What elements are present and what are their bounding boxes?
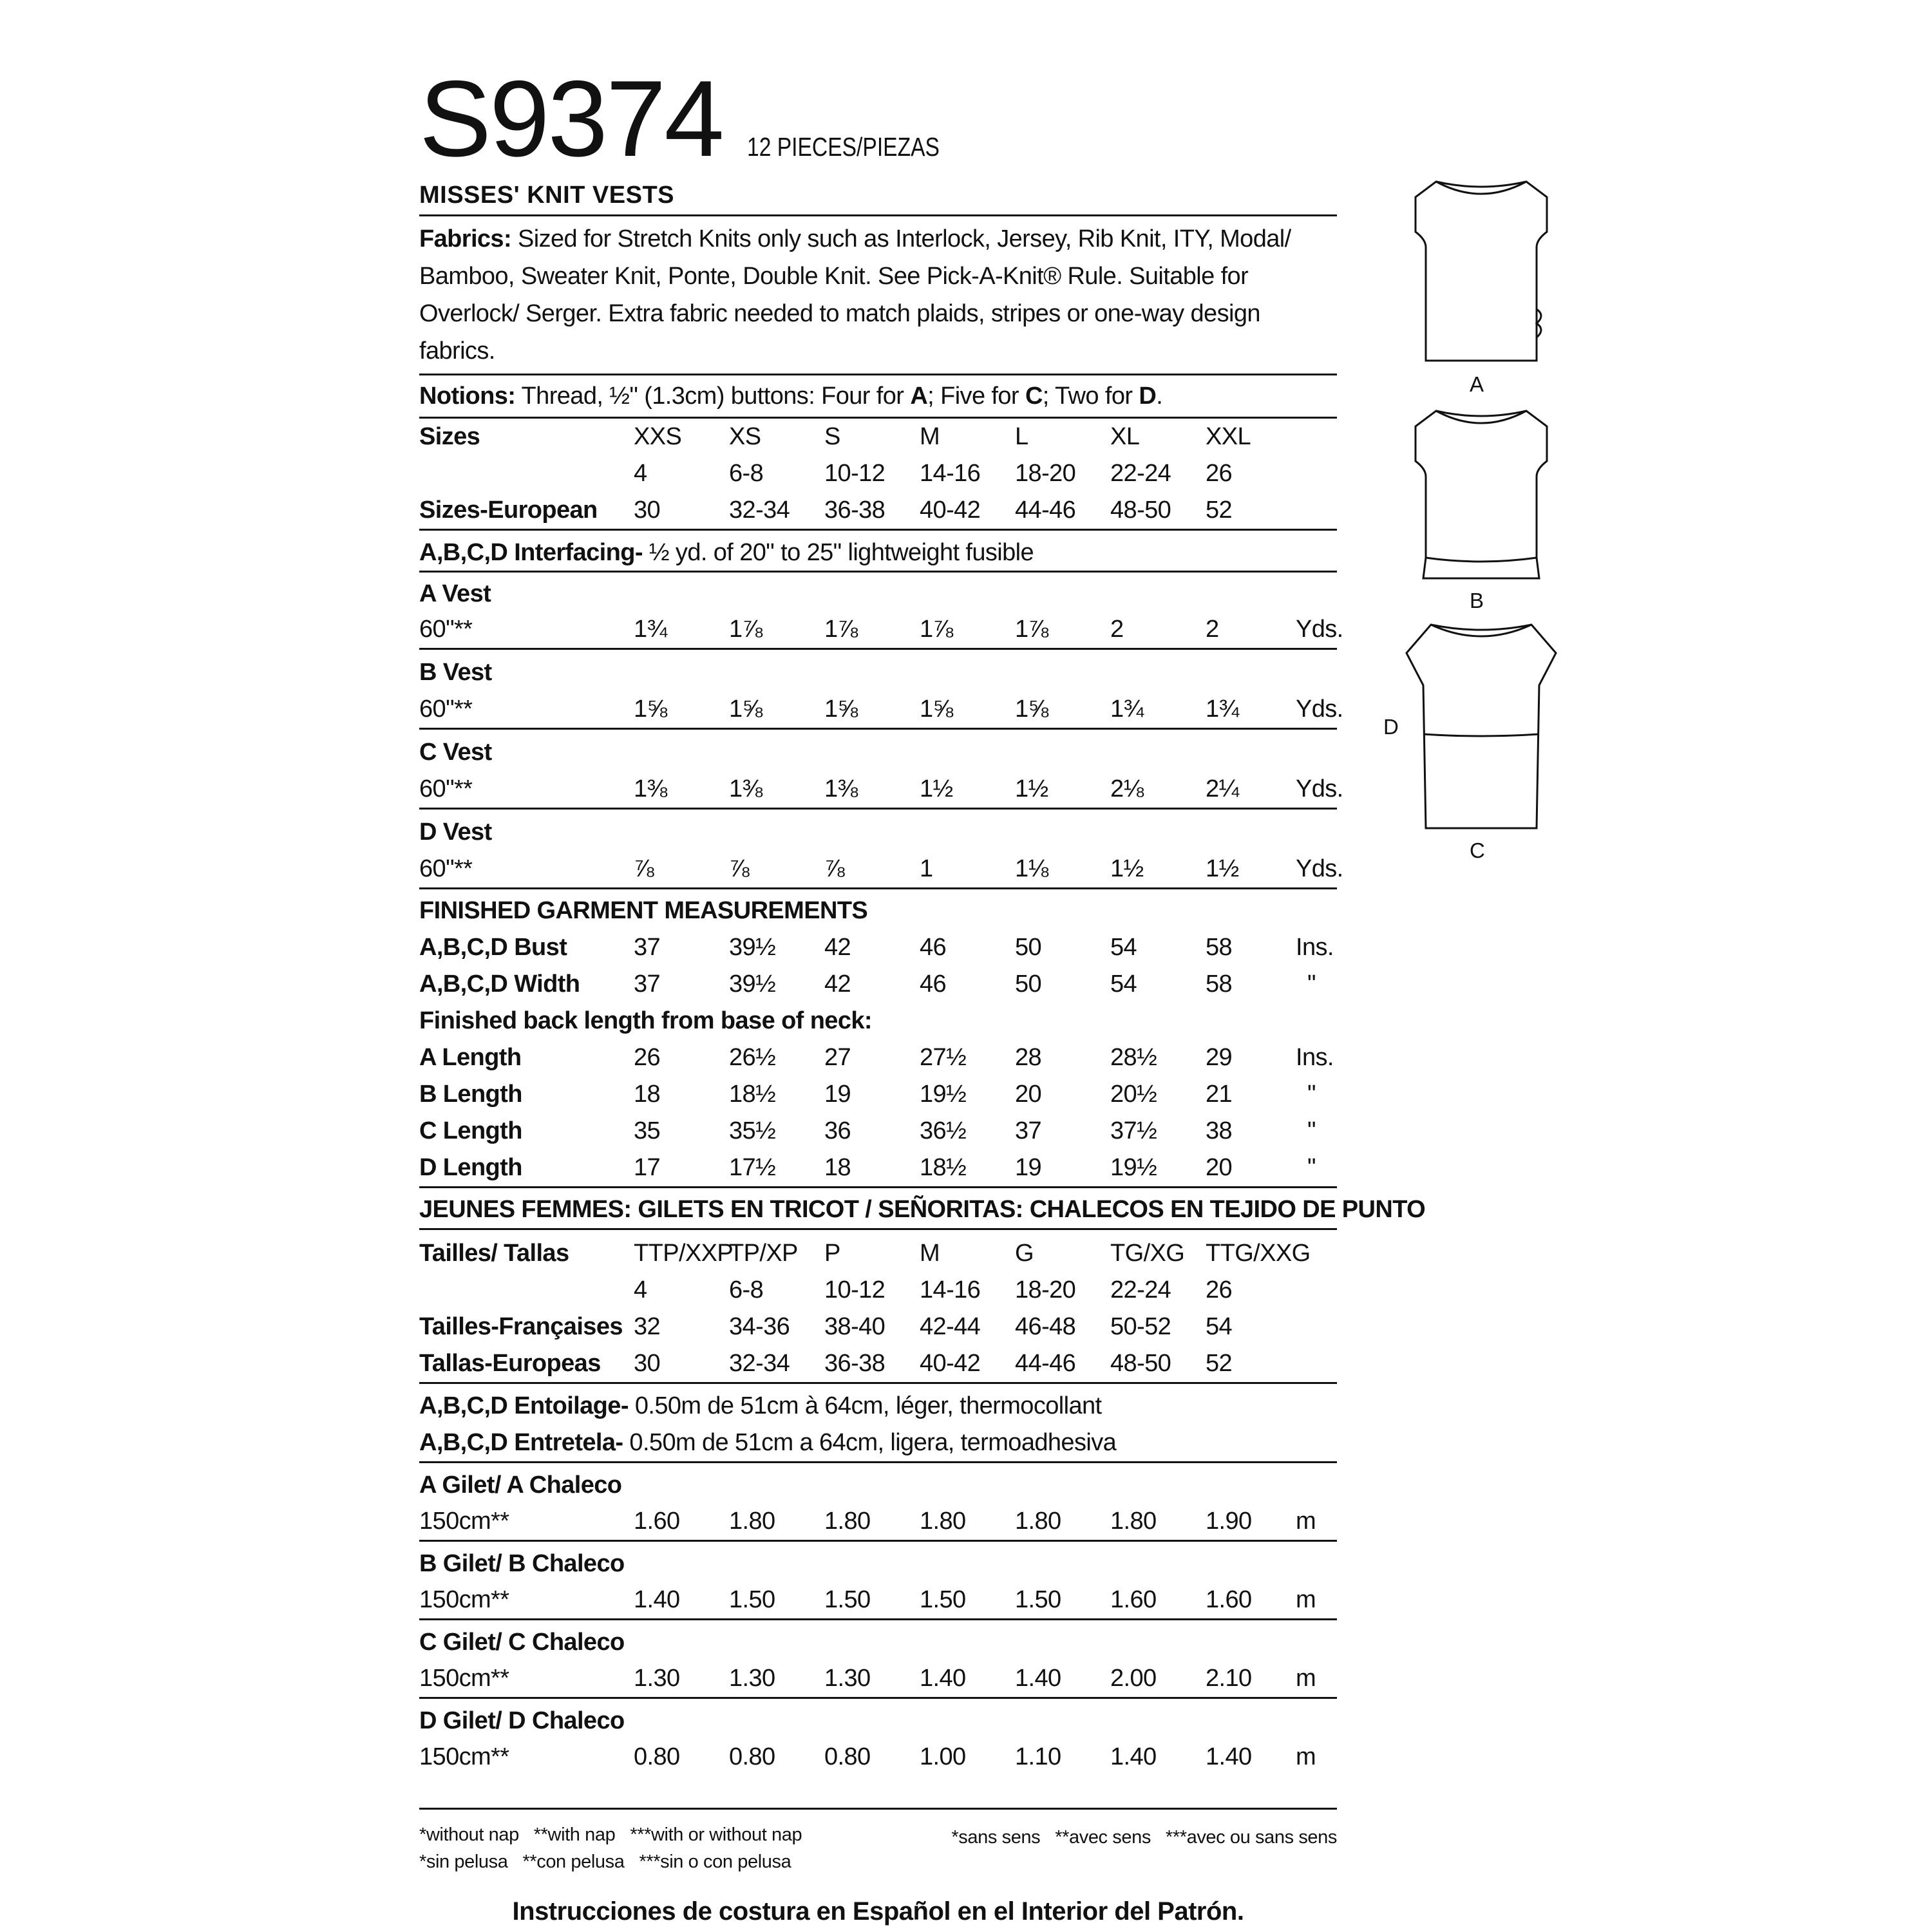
size-french: 34-36 — [729, 1313, 790, 1340]
yardage-value: 1⅜ — [634, 775, 667, 802]
size-european: 48-50 — [1110, 1350, 1171, 1377]
metric-yardage-row — [419, 1660, 1337, 1699]
fabric-width: 60"** — [419, 696, 473, 723]
measurement-value: 46 — [920, 934, 947, 961]
measurement-value: 18 — [634, 1081, 661, 1108]
size-letter: XL — [1110, 423, 1140, 450]
footnote-french: *sans sens **avec sens ***avec ou sans sens — [951, 1827, 1337, 1848]
entretela-text: 0.50m de 51cm a 64cm, ligera, termoadhesiva — [623, 1429, 1117, 1456]
size-letter: M — [920, 1240, 940, 1267]
yardage-value: 1⅞ — [729, 616, 762, 643]
view-b-illustration — [1397, 397, 1565, 629]
size-european: 36-38 — [824, 1350, 886, 1377]
notions-text-3: ; Two for — [1042, 383, 1139, 410]
metric-value: 2.10 — [1206, 1665, 1252, 1692]
yardage-value: 1⅜ — [729, 775, 762, 802]
view-d-label: D — [1383, 715, 1399, 739]
metric-value: 1.10 — [1015, 1743, 1061, 1770]
view-c-label: C — [1470, 838, 1485, 862]
length-row — [419, 1076, 1337, 1113]
measurement-value: 19 — [824, 1081, 851, 1108]
metric-value: 0.80 — [634, 1743, 680, 1770]
sizes-european-row — [419, 492, 1337, 531]
size-letter: G — [1015, 1240, 1034, 1267]
measurement-value: 21 — [1206, 1081, 1233, 1108]
measurement-value: 19½ — [920, 1081, 967, 1108]
size-letter: TG/XG — [1110, 1240, 1185, 1267]
metric-value: 1.50 — [920, 1586, 966, 1613]
size-european: 36-38 — [824, 497, 886, 524]
measurement-value: 29 — [1206, 1044, 1233, 1071]
fabric-width: 150cm** — [419, 1665, 509, 1692]
measurement-value: 42 — [824, 934, 851, 961]
metric-value: 2.00 — [1110, 1665, 1157, 1692]
translated-sizes-numbers-row — [419, 1272, 1337, 1309]
yardage-view-label: C Vest — [419, 739, 492, 766]
measurement-unit: " — [1307, 1117, 1316, 1144]
view-c-d-illustration — [1383, 616, 1565, 873]
measurement-value: 54 — [1110, 971, 1137, 998]
measurement-value: 42 — [824, 971, 851, 998]
metric-view-label: D Gilet/ D Chaleco — [419, 1707, 625, 1734]
metric-value: 1.60 — [634, 1508, 680, 1535]
entoilage-label: A,B,C,D Entoilage- — [419, 1392, 629, 1419]
measurement-value: 58 — [1206, 971, 1233, 998]
measurement-value: 37½ — [1110, 1117, 1157, 1144]
translated-sizes-letters-row — [419, 1235, 1337, 1272]
measurement-value: 19 — [1015, 1154, 1042, 1181]
measurement-value: 27 — [824, 1044, 851, 1071]
sizes-numbers-row — [419, 455, 1337, 492]
metric-value: 1.80 — [920, 1508, 966, 1535]
vest-b-drawing — [1397, 397, 1565, 596]
measurement-unit: " — [1307, 971, 1316, 998]
size-european: 32-34 — [729, 497, 790, 524]
view-illustrations — [1383, 167, 1565, 873]
view-a-label: A — [1470, 372, 1484, 396]
yardage-unit: Yds. — [1296, 855, 1343, 882]
french-sizes-label: Tailles-Françaises — [419, 1313, 623, 1340]
metric-yardage-row — [419, 1739, 1337, 1776]
yardage-section — [419, 573, 1343, 889]
size-number: 10-12 — [824, 460, 886, 487]
measurement-value: 39½ — [729, 934, 776, 961]
metric-value: 1.80 — [1110, 1508, 1157, 1535]
length-label: D Length — [419, 1154, 522, 1181]
fabric-width: 150cm** — [419, 1508, 509, 1535]
measurement-value: 17½ — [729, 1154, 776, 1181]
size-number: 22-24 — [1110, 460, 1171, 487]
sizes-letters-row — [419, 419, 1337, 455]
yardage-value: 1¾ — [634, 616, 667, 643]
size-european: 44-46 — [1015, 497, 1076, 524]
metric-yardage-row — [419, 1582, 1337, 1620]
metric-yardage-row — [419, 1503, 1337, 1542]
size-number: 18-20 — [1015, 1276, 1076, 1303]
measurement-value: 35 — [634, 1117, 661, 1144]
measurement-value: 28 — [1015, 1044, 1042, 1071]
yardage-view-label: D Vest — [419, 819, 492, 846]
measurement-value: 36½ — [920, 1117, 967, 1144]
bust-label: A,B,C,D Bust — [419, 934, 567, 961]
measurement-value: 58 — [1206, 934, 1233, 961]
yardage-value: 1½ — [1015, 775, 1048, 802]
metric-value: 1.80 — [729, 1508, 775, 1535]
width-row — [419, 966, 1337, 1003]
metric-yardage-section — [419, 1463, 1337, 1776]
length-row — [419, 1150, 1337, 1188]
yardage-value: 1⅞ — [824, 616, 858, 643]
yardage-row — [419, 691, 1343, 730]
measurement-value: 17 — [634, 1154, 661, 1181]
yardage-value: 1⅝ — [824, 696, 858, 723]
fabric-width: 150cm** — [419, 1586, 509, 1613]
measurement-value: 19½ — [1110, 1154, 1157, 1181]
size-european: 52 — [1206, 497, 1233, 524]
notions-view-a: A — [910, 383, 928, 410]
header — [419, 58, 1337, 179]
size-european: 40-42 — [920, 497, 981, 524]
metric-value: 1.80 — [824, 1508, 871, 1535]
size-letter: TP/XP — [729, 1240, 798, 1267]
measurement-value: 38 — [1206, 1117, 1233, 1144]
piece-count: 12 PIECES/PIEZAS — [746, 132, 940, 162]
interfacing-text: ½ yd. of 20" to 25" lightweight fusible — [642, 539, 1034, 566]
measurement-value: 18 — [824, 1154, 851, 1181]
interfacing-label: A,B,C,D Interfacing- — [419, 539, 643, 566]
yardage-value: 1½ — [1110, 855, 1144, 882]
pattern-number: S9374 — [419, 58, 723, 179]
size-french: 42-44 — [920, 1313, 981, 1340]
size-french: 50-52 — [1110, 1313, 1171, 1340]
translated-title: JEUNES FEMMES: GILETS EN TRICOT / SEÑORITAS: CHALECOS EN TEJIDO DE PUNTO — [419, 1188, 1337, 1230]
size-number: 14-16 — [920, 460, 981, 487]
size-european: 30 — [634, 497, 661, 524]
metric-value: 1.30 — [824, 1665, 871, 1692]
yardage-value: 2¼ — [1206, 775, 1239, 802]
fabric-width: 60"** — [419, 616, 473, 643]
metric-value: 1.90 — [1206, 1508, 1252, 1535]
size-letter: L — [1015, 423, 1028, 450]
size-european: 48-50 — [1110, 497, 1171, 524]
length-row — [419, 1039, 1337, 1076]
pattern-title: MISSES' KNIT VESTS — [419, 167, 1337, 216]
size-french: 46-48 — [1015, 1313, 1076, 1340]
measurement-value: 20½ — [1110, 1081, 1157, 1108]
metric-unit: m — [1296, 1586, 1316, 1613]
yardage-row — [419, 611, 1343, 650]
size-number: 26 — [1206, 1276, 1233, 1303]
yardage-value: 1⅜ — [824, 775, 858, 802]
view-b-label: B — [1470, 589, 1484, 612]
footnote-english: *without nap **with nap ***with or without nap — [419, 1824, 802, 1845]
measurement-unit: Ins. — [1296, 1044, 1334, 1071]
size-number: 4 — [634, 460, 647, 487]
footnotes — [419, 1808, 1337, 1875]
notions-label: Notions: — [419, 383, 516, 410]
metric-view-label: C Gilet/ C Chaleco — [419, 1629, 625, 1656]
measurement-value: 18½ — [729, 1081, 776, 1108]
yardage-value: 1½ — [1206, 855, 1239, 882]
metric-value: 0.80 — [729, 1743, 775, 1770]
yardage-value: 1⅝ — [729, 696, 762, 723]
french-sizes-row — [419, 1309, 1337, 1345]
bust-row — [419, 929, 1337, 966]
metric-view-label: A Gilet/ A Chaleco — [419, 1472, 622, 1499]
yardage-value: 1⅛ — [1015, 855, 1048, 882]
yardage-value: 2 — [1110, 616, 1124, 643]
metric-value: 1.80 — [1015, 1508, 1061, 1535]
size-letter: TTG/XXG — [1206, 1240, 1311, 1267]
size-letter: P — [824, 1240, 840, 1267]
size-number: 4 — [634, 1276, 647, 1303]
notions-text-4: . — [1156, 383, 1163, 410]
yardage-unit: Yds. — [1296, 616, 1343, 643]
size-number: 18-20 — [1015, 460, 1076, 487]
fabrics-paragraph — [419, 216, 1337, 375]
yardage-value: 2⅛ — [1110, 775, 1144, 802]
size-letter: S — [824, 423, 840, 450]
yardage-value: 1⅞ — [920, 616, 953, 643]
length-row — [419, 1113, 1337, 1150]
yardage-view-label: B Vest — [419, 659, 492, 686]
size-letter: XS — [729, 423, 761, 450]
notions-text-2: ; Five for — [927, 383, 1025, 410]
interfacing-row — [419, 531, 1337, 573]
entretela-label: A,B,C,D Entretela- — [419, 1429, 623, 1456]
metric-value: 1.50 — [824, 1586, 871, 1613]
yardage-row — [419, 771, 1343, 810]
yardage-value: ⅞ — [729, 855, 750, 882]
length-label: A Length — [419, 1044, 522, 1071]
metric-value: 1.60 — [1206, 1586, 1252, 1613]
measurement-value: 35½ — [729, 1117, 776, 1144]
fabrics-text: Sized for Stretch Knits only such as Interlock, Jersey, Rib Knit, ITY, Modal/ Bamboo, Sweater Knit, Ponte, Double Knit. See Pick-A-Knit® Rule. Suitable for Overlock/ Serger. Extra fabric needed to match plaids, stripes or one-way design fabrics. — [419, 225, 1291, 365]
size-european: 32-34 — [729, 1350, 790, 1377]
measurement-value: 54 — [1110, 934, 1137, 961]
view-a-illustration — [1397, 167, 1565, 399]
metric-value: 1.40 — [1015, 1665, 1061, 1692]
sizes-european-label: Sizes-European — [419, 497, 598, 524]
back-length-label: Finished back length from base of neck: — [419, 1007, 872, 1034]
notions-paragraph — [419, 375, 1337, 419]
metric-value: 1.40 — [1206, 1743, 1252, 1770]
size-european: 44-46 — [1015, 1350, 1076, 1377]
metric-unit: m — [1296, 1665, 1316, 1692]
yardage-value: 1⅞ — [1015, 616, 1048, 643]
metric-value: 1.60 — [1110, 1586, 1157, 1613]
measurement-value: 39½ — [729, 971, 776, 998]
measurement-value: 50 — [1015, 934, 1042, 961]
measurement-value: 50 — [1015, 971, 1042, 998]
length-label: C Length — [419, 1117, 522, 1144]
yardage-value: 1⅝ — [920, 696, 953, 723]
measurement-value: 20 — [1206, 1154, 1233, 1181]
length-label: B Length — [419, 1081, 522, 1108]
yardage-unit: Yds. — [1296, 696, 1343, 723]
vest-a-drawing — [1397, 167, 1565, 374]
yardage-value: 1¾ — [1206, 696, 1239, 723]
yardage-value: 1 — [920, 855, 933, 882]
yardage-value: 2 — [1206, 616, 1219, 643]
metric-value: 1.40 — [1110, 1743, 1157, 1770]
footnotes-left — [419, 1821, 802, 1875]
width-label: A,B,C,D Width — [419, 971, 580, 998]
footnote-spanish: *sin pelusa **con pelusa ***sin o con pelusa — [419, 1852, 791, 1872]
yardage-unit: Yds. — [1296, 775, 1343, 802]
yardage-value: ⅞ — [634, 855, 654, 882]
size-number: 10-12 — [824, 1276, 886, 1303]
size-number: 26 — [1206, 460, 1233, 487]
measurement-value: 28½ — [1110, 1044, 1157, 1071]
fabric-width: 60"** — [419, 855, 473, 882]
measurement-value: 46 — [920, 971, 947, 998]
metric-value: 1.30 — [634, 1665, 680, 1692]
entretela-row — [419, 1425, 1337, 1463]
entoilage-row — [419, 1388, 1337, 1425]
fabric-width: 60"** — [419, 775, 473, 802]
measurement-value: 36 — [824, 1117, 851, 1144]
size-number: 6-8 — [729, 460, 764, 487]
measurement-value: 26½ — [729, 1044, 776, 1071]
metric-value: 0.80 — [824, 1743, 871, 1770]
measurement-unit: " — [1307, 1154, 1316, 1181]
size-european: 40-42 — [920, 1350, 981, 1377]
size-letter: XXS — [634, 423, 682, 450]
measurement-value: 27½ — [920, 1044, 967, 1071]
yardage-value: ⅞ — [824, 855, 845, 882]
size-number: 6-8 — [729, 1276, 764, 1303]
measurement-unit: Ins. — [1296, 934, 1334, 961]
vest-c-drawing — [1397, 616, 1578, 835]
fabric-width: 150cm** — [419, 1743, 509, 1770]
spanish-european-sizes-row — [419, 1345, 1337, 1384]
sizes-label: Sizes — [419, 423, 480, 450]
pattern-envelope-back — [419, 58, 1426, 1926]
measurement-value: 37 — [634, 934, 661, 961]
notions-text: Thread, ½" (1.3cm) buttons: Four for — [515, 383, 911, 410]
size-french: 54 — [1206, 1313, 1233, 1340]
yardage-value: 1¾ — [1110, 696, 1144, 723]
size-number: 22-24 — [1110, 1276, 1171, 1303]
size-letter: TTP/XXP — [634, 1240, 734, 1267]
metric-view-label: B Gilet/ B Chaleco — [419, 1550, 625, 1577]
notions-view-c: C — [1025, 383, 1043, 410]
size-number: 14-16 — [920, 1276, 981, 1303]
measurements-title: FINISHED GARMENT MEASUREMENTS — [419, 897, 868, 924]
size-european: 30 — [634, 1350, 661, 1377]
size-letter: XXL — [1206, 423, 1251, 450]
measurement-value: 20 — [1015, 1081, 1042, 1108]
metric-value: 1.30 — [729, 1665, 775, 1692]
metric-unit: m — [1296, 1743, 1316, 1770]
fabrics-label: Fabrics: — [419, 225, 512, 252]
metric-unit: m — [1296, 1508, 1316, 1535]
yardage-view-label: A Vest — [419, 580, 491, 607]
metric-value: 1.50 — [1015, 1586, 1061, 1613]
metric-value: 1.50 — [729, 1586, 775, 1613]
yardage-value: 1⅝ — [634, 696, 667, 723]
size-letter: M — [920, 423, 940, 450]
yardage-value: 1⅝ — [1015, 696, 1048, 723]
metric-value: 1.40 — [634, 1586, 680, 1613]
measurement-value: 37 — [1015, 1117, 1042, 1144]
spanish-instructions-note: Instrucciones de costura en Español en el Interior del Patrón. — [512, 1897, 1244, 1926]
measurement-unit: " — [1307, 1081, 1316, 1108]
entoilage-text: 0.50m de 51cm à 64cm, léger, thermocollant — [628, 1392, 1102, 1419]
notions-view-d: D — [1139, 383, 1157, 410]
yardage-row — [419, 851, 1343, 889]
measurement-value: 26 — [634, 1044, 661, 1071]
size-french: 38-40 — [824, 1313, 886, 1340]
measurement-value: 18½ — [920, 1154, 967, 1181]
yardage-value: 1½ — [920, 775, 953, 802]
metric-value: 1.00 — [920, 1743, 966, 1770]
spanish-european-label: Tallas-Europeas — [419, 1350, 601, 1377]
size-european: 52 — [1206, 1350, 1233, 1377]
metric-value: 1.40 — [920, 1665, 966, 1692]
translated-sizes-label: Tailles/ Tallas — [419, 1240, 569, 1267]
size-french: 32 — [634, 1313, 661, 1340]
measurement-value: 37 — [634, 971, 661, 998]
